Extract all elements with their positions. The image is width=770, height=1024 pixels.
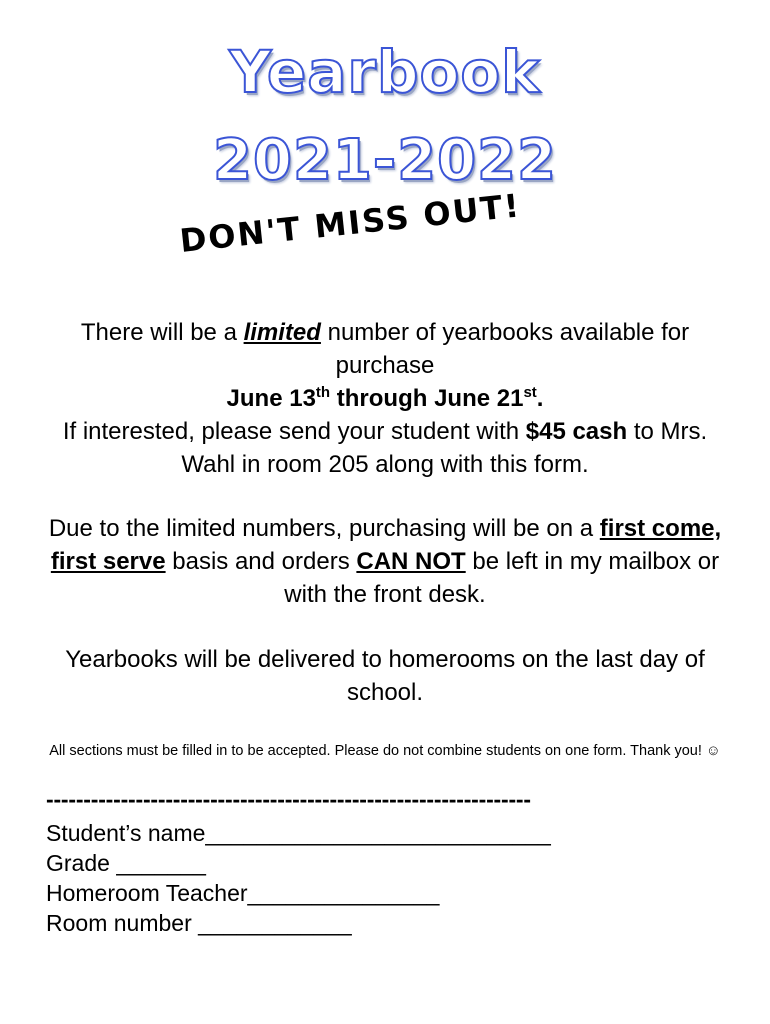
slogan-dont-miss-out: DON'T MISS OUT!: [178, 186, 523, 260]
emphasis-limited: limited: [243, 319, 321, 346]
title-year-range: 2021-2022: [213, 128, 557, 193]
paragraph-availability: There will be a limited number of yearbooks available for purchase June 13th through June 21st. If interested, please send your student with $45 cash to Mrs. Wahl in room 205 along with this form.: [62, 319, 708, 478]
order-form: [46, 818, 726, 938]
field-student-name[interactable]: Student’s name___________________________: [46, 820, 551, 846]
paragraph-delivery: Yearbooks will be delivered to homerooms on the last day of school.: [65, 646, 705, 706]
field-homeroom-teacher[interactable]: Homeroom Teacher_______________: [46, 880, 440, 906]
title-yearbook: Yearbook: [229, 38, 541, 106]
cut-line-divider: -----------------------------------------------------------------: [46, 786, 531, 812]
paragraph-first-come: Due to the limited numbers, purchasing will be on a first come, first serve basis and orders CAN NOT be left in my mailbox or with the front desk.: [48, 515, 722, 608]
price-cash: $45 cash: [525, 418, 628, 445]
instructions-note: All sections must be filled in to be accepted. Please do not combine students on one form. Thank you! ☺: [49, 743, 721, 759]
emphasis-first-come: first come, first serve: [50, 515, 722, 575]
sale-dates: June 13th through June 21st.: [226, 384, 544, 412]
field-grade[interactable]: Grade _______: [46, 850, 206, 876]
emphasis-can-not: CAN NOT: [356, 548, 466, 575]
field-room-number[interactable]: Room number ____________: [46, 910, 352, 936]
